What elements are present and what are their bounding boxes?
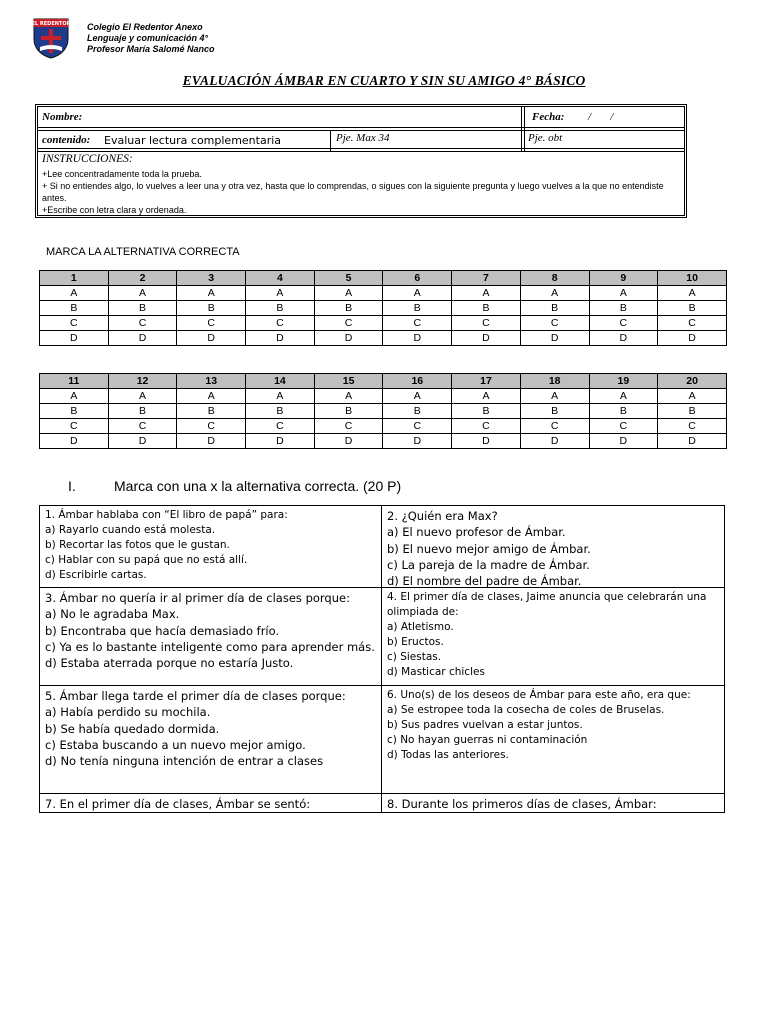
option-cell[interactable]: A: [314, 286, 383, 301]
option-cell[interactable]: D: [177, 331, 246, 346]
grid-option-row: [40, 389, 727, 404]
question-number: 14: [246, 374, 315, 389]
option-cell[interactable]: B: [40, 301, 109, 316]
question-number: 9: [589, 271, 658, 286]
option-cell[interactable]: D: [383, 434, 452, 449]
grid-header-row: [40, 271, 727, 286]
contenido-label: contenido:: [42, 134, 91, 146]
answer-grid-2: [39, 373, 727, 449]
question-stem: 5. Ámbar llega tarde el primer día de clases porque:: [45, 689, 346, 703]
option-cell[interactable]: B: [383, 301, 452, 316]
option-cell[interactable]: B: [314, 404, 383, 419]
question-number: 19: [589, 374, 658, 389]
option-cell[interactable]: A: [383, 286, 452, 301]
option-cell[interactable]: C: [246, 419, 315, 434]
option-cell[interactable]: D: [658, 434, 727, 449]
option-cell[interactable]: C: [452, 316, 521, 331]
option-cell[interactable]: C: [314, 419, 383, 434]
contenido-value: Evaluar lectura complementaria: [104, 134, 282, 147]
option-cell[interactable]: D: [452, 331, 521, 346]
grid-option-row: [40, 434, 727, 449]
instruction-item: + Si no entiendes algo, lo vuelves a leer una y otra vez, hasta que lo comprendas, o sigues con la siguiente pregunta y luego vuelves a la que no entendiste antes.: [42, 181, 664, 203]
option-cell[interactable]: D: [383, 331, 452, 346]
nombre-label: Nombre:: [42, 111, 83, 123]
option-cell[interactable]: A: [40, 389, 109, 404]
option-cell[interactable]: B: [383, 404, 452, 419]
instructions-title: INSTRUCCIONES:: [42, 153, 133, 165]
option-cell[interactable]: B: [246, 301, 315, 316]
option-cell[interactable]: A: [589, 389, 658, 404]
option-cell[interactable]: A: [40, 286, 109, 301]
question-stem: 1. Ámbar hablaba con “El libro de papá” para:: [45, 509, 288, 521]
option-cell[interactable]: C: [314, 316, 383, 331]
option-cell[interactable]: D: [658, 331, 727, 346]
option-cell[interactable]: C: [40, 316, 109, 331]
option-cell[interactable]: B: [108, 404, 177, 419]
section-title: Marca con una x la alternativa correcta. (20 P): [114, 478, 402, 494]
question-number: 12: [108, 374, 177, 389]
answer-option[interactable]: b) Sus padres vuelvan a estar juntos.: [387, 719, 583, 731]
option-cell[interactable]: B: [246, 404, 315, 419]
answer-option[interactable]: b) Recortar las fotos que le gustan.: [45, 539, 230, 551]
option-cell[interactable]: B: [314, 301, 383, 316]
option-cell[interactable]: A: [452, 286, 521, 301]
option-cell[interactable]: C: [383, 316, 452, 331]
question-8: [382, 794, 724, 814]
answer-option[interactable]: c) Siestas.: [387, 651, 442, 663]
answer-option[interactable]: c) Estaba buscando a un nuevo mejor amigo.: [45, 737, 306, 752]
option-cell[interactable]: C: [40, 419, 109, 434]
option-cell[interactable]: A: [520, 389, 589, 404]
question-number: 6: [383, 271, 452, 286]
instructions-list: [42, 168, 672, 216]
option-cell[interactable]: B: [452, 301, 521, 316]
question-number: 18: [520, 374, 589, 389]
option-cell[interactable]: C: [520, 419, 589, 434]
option-cell[interactable]: C: [520, 316, 589, 331]
answer-option[interactable]: b) Encontraba que hacía demasiado frío.: [45, 623, 280, 638]
answer-option[interactable]: b) El nuevo mejor amigo de Ámbar.: [387, 541, 591, 556]
answer-option[interactable]: c) No hayan guerras ni contaminación: [387, 734, 588, 746]
option-cell[interactable]: C: [589, 419, 658, 434]
option-cell[interactable]: B: [177, 404, 246, 419]
option-cell[interactable]: D: [108, 434, 177, 449]
answer-option[interactable]: a) Se estropee toda la cosecha de coles de Bruselas.: [387, 704, 665, 716]
option-cell[interactable]: B: [658, 404, 727, 419]
option-cell[interactable]: C: [658, 419, 727, 434]
answer-option[interactable]: c) Hablar con su papá que no está allí.: [45, 554, 248, 566]
option-cell[interactable]: D: [520, 434, 589, 449]
option-cell[interactable]: D: [314, 434, 383, 449]
option-cell[interactable]: B: [589, 404, 658, 419]
option-cell[interactable]: C: [589, 316, 658, 331]
question-number: 2: [108, 271, 177, 286]
question-5: [40, 686, 380, 771]
option-cell[interactable]: B: [520, 301, 589, 316]
fecha-label: Fecha:: [532, 111, 565, 123]
option-cell[interactable]: B: [40, 404, 109, 419]
crest-text: EL REDENTOR: [32, 21, 70, 27]
answer-option[interactable]: b) Se había quedado dormida.: [45, 721, 220, 736]
question-7: [40, 794, 380, 814]
answer-option[interactable]: a) El nuevo profesor de Ámbar.: [387, 525, 566, 540]
question-stem: 4. El primer día de clases, Jaime anuncia que celebrarán una olimpiada de:: [387, 591, 707, 618]
option-cell[interactable]: A: [658, 286, 727, 301]
option-cell[interactable]: B: [658, 301, 727, 316]
option-cell[interactable]: B: [452, 404, 521, 419]
question-stem: 3. Ámbar no quería ir al primer día de clases porque:: [45, 591, 350, 605]
student-info-box: [35, 104, 687, 218]
answer-option[interactable]: a) No le agradaba Max.: [45, 607, 180, 622]
option-cell[interactable]: C: [452, 419, 521, 434]
pje-obt: Pje. obt: [528, 132, 563, 144]
option-cell[interactable]: A: [314, 389, 383, 404]
answer-option[interactable]: d) El nombre del padre de Ámbar.: [387, 574, 582, 589]
question-number: 8: [520, 271, 589, 286]
school-crest-logo: [32, 17, 70, 59]
option-cell[interactable]: D: [452, 434, 521, 449]
option-cell[interactable]: B: [177, 301, 246, 316]
option-cell[interactable]: D: [589, 434, 658, 449]
option-cell[interactable]: A: [520, 286, 589, 301]
answer-option[interactable]: a) Atletismo.: [387, 621, 454, 633]
question-number: 15: [314, 374, 383, 389]
answer-option[interactable]: d) Masticar chicles: [387, 666, 485, 678]
option-cell[interactable]: D: [246, 434, 315, 449]
option-cell[interactable]: D: [246, 331, 315, 346]
grid-option-row: [40, 301, 727, 316]
question-stem: 2. ¿Quién era Max?: [387, 509, 498, 523]
grid-option-row: [40, 286, 727, 301]
answer-option[interactable]: b) Eructos.: [387, 636, 444, 648]
answer-option[interactable]: d) Estaba aterrada porque no estaría Justo.: [45, 656, 294, 671]
option-cell[interactable]: A: [108, 286, 177, 301]
grid-option-row: [40, 331, 727, 346]
option-cell[interactable]: C: [177, 316, 246, 331]
instruction-item: +Lee concentradamente toda la prueba.: [42, 169, 202, 179]
question-number: 17: [452, 374, 521, 389]
question-number: 11: [40, 374, 109, 389]
option-cell[interactable]: C: [383, 419, 452, 434]
question-stem: 6. Uno(s) de los deseos de Ámbar para este año, era que:: [387, 689, 691, 701]
grid-option-row: [40, 316, 727, 331]
option-cell[interactable]: B: [520, 404, 589, 419]
pje-max: Pje. Max 34: [336, 132, 390, 144]
question-stem: 8. Durante los primeros días de clases, Ámbar:: [387, 797, 657, 811]
question-number: 10: [658, 271, 727, 286]
instruction-item: +Escribe con letra clara y ordenada.: [42, 205, 187, 215]
option-cell[interactable]: A: [589, 286, 658, 301]
option-cell[interactable]: A: [658, 389, 727, 404]
fecha-separators: / /: [588, 111, 614, 123]
grid-option-row: [40, 419, 727, 434]
question-stem: 7. En el primer día de clases, Ámbar se sentó:: [45, 797, 311, 811]
school-subject: Lenguaje y comunicación 4°: [87, 33, 209, 43]
question-number: 20: [658, 374, 727, 389]
question-6: [382, 686, 724, 765]
option-cell[interactable]: A: [452, 389, 521, 404]
page-title: EVALUACIÓN ÁMBAR EN CUARTO Y SIN SU AMIGO 4° BÁSICO: [182, 73, 586, 88]
option-cell[interactable]: D: [108, 331, 177, 346]
option-cell[interactable]: D: [40, 434, 109, 449]
question-number: 4: [246, 271, 315, 286]
grid-header-row: [40, 374, 727, 389]
option-cell[interactable]: D: [520, 331, 589, 346]
answer-sheet-label: MARCA LA ALTERNATIVA CORRECTA: [46, 246, 240, 258]
answer-option[interactable]: d) Escribirle cartas.: [45, 569, 147, 581]
school-teacher: Profesor María Salomé Nanco: [87, 44, 215, 54]
option-cell[interactable]: C: [177, 419, 246, 434]
school-name: Colegio El Redentor Anexo: [87, 22, 203, 32]
option-cell[interactable]: C: [108, 316, 177, 331]
answer-option[interactable]: a) Había perdido su mochila.: [45, 705, 211, 720]
option-cell[interactable]: B: [108, 301, 177, 316]
answer-option[interactable]: c) Ya es lo bastante inteligente como para aprender más.: [45, 639, 375, 654]
answer-option[interactable]: d) No tenía ninguna intención de entrar a clases: [45, 754, 324, 769]
question-3: [40, 588, 380, 673]
question-2: [382, 506, 724, 591]
option-cell[interactable]: C: [108, 419, 177, 434]
option-cell[interactable]: A: [246, 286, 315, 301]
question-number: 13: [177, 374, 246, 389]
option-cell[interactable]: C: [658, 316, 727, 331]
question-4: [382, 588, 724, 682]
option-cell[interactable]: B: [589, 301, 658, 316]
section-number: I.: [68, 478, 76, 494]
option-cell[interactable]: D: [589, 331, 658, 346]
question-number: 5: [314, 271, 383, 286]
option-cell[interactable]: D: [40, 331, 109, 346]
question-1: [40, 506, 380, 585]
question-number: 16: [383, 374, 452, 389]
option-cell[interactable]: D: [314, 331, 383, 346]
question-number: 3: [177, 271, 246, 286]
question-number: 7: [452, 271, 521, 286]
answer-option[interactable]: a) Rayarlo cuando está molesta.: [45, 524, 216, 536]
option-cell[interactable]: A: [383, 389, 452, 404]
grid-option-row: [40, 404, 727, 419]
option-cell[interactable]: D: [177, 434, 246, 449]
question-number: 1: [40, 271, 109, 286]
answer-option[interactable]: d) Todas las anteriores.: [387, 749, 509, 761]
option-cell[interactable]: A: [177, 389, 246, 404]
option-cell[interactable]: A: [108, 389, 177, 404]
answer-grid-1: [39, 270, 727, 346]
option-cell[interactable]: C: [246, 316, 315, 331]
option-cell[interactable]: A: [246, 389, 315, 404]
option-cell[interactable]: A: [177, 286, 246, 301]
answer-option[interactable]: c) La pareja de la madre de Ámbar.: [387, 557, 590, 572]
